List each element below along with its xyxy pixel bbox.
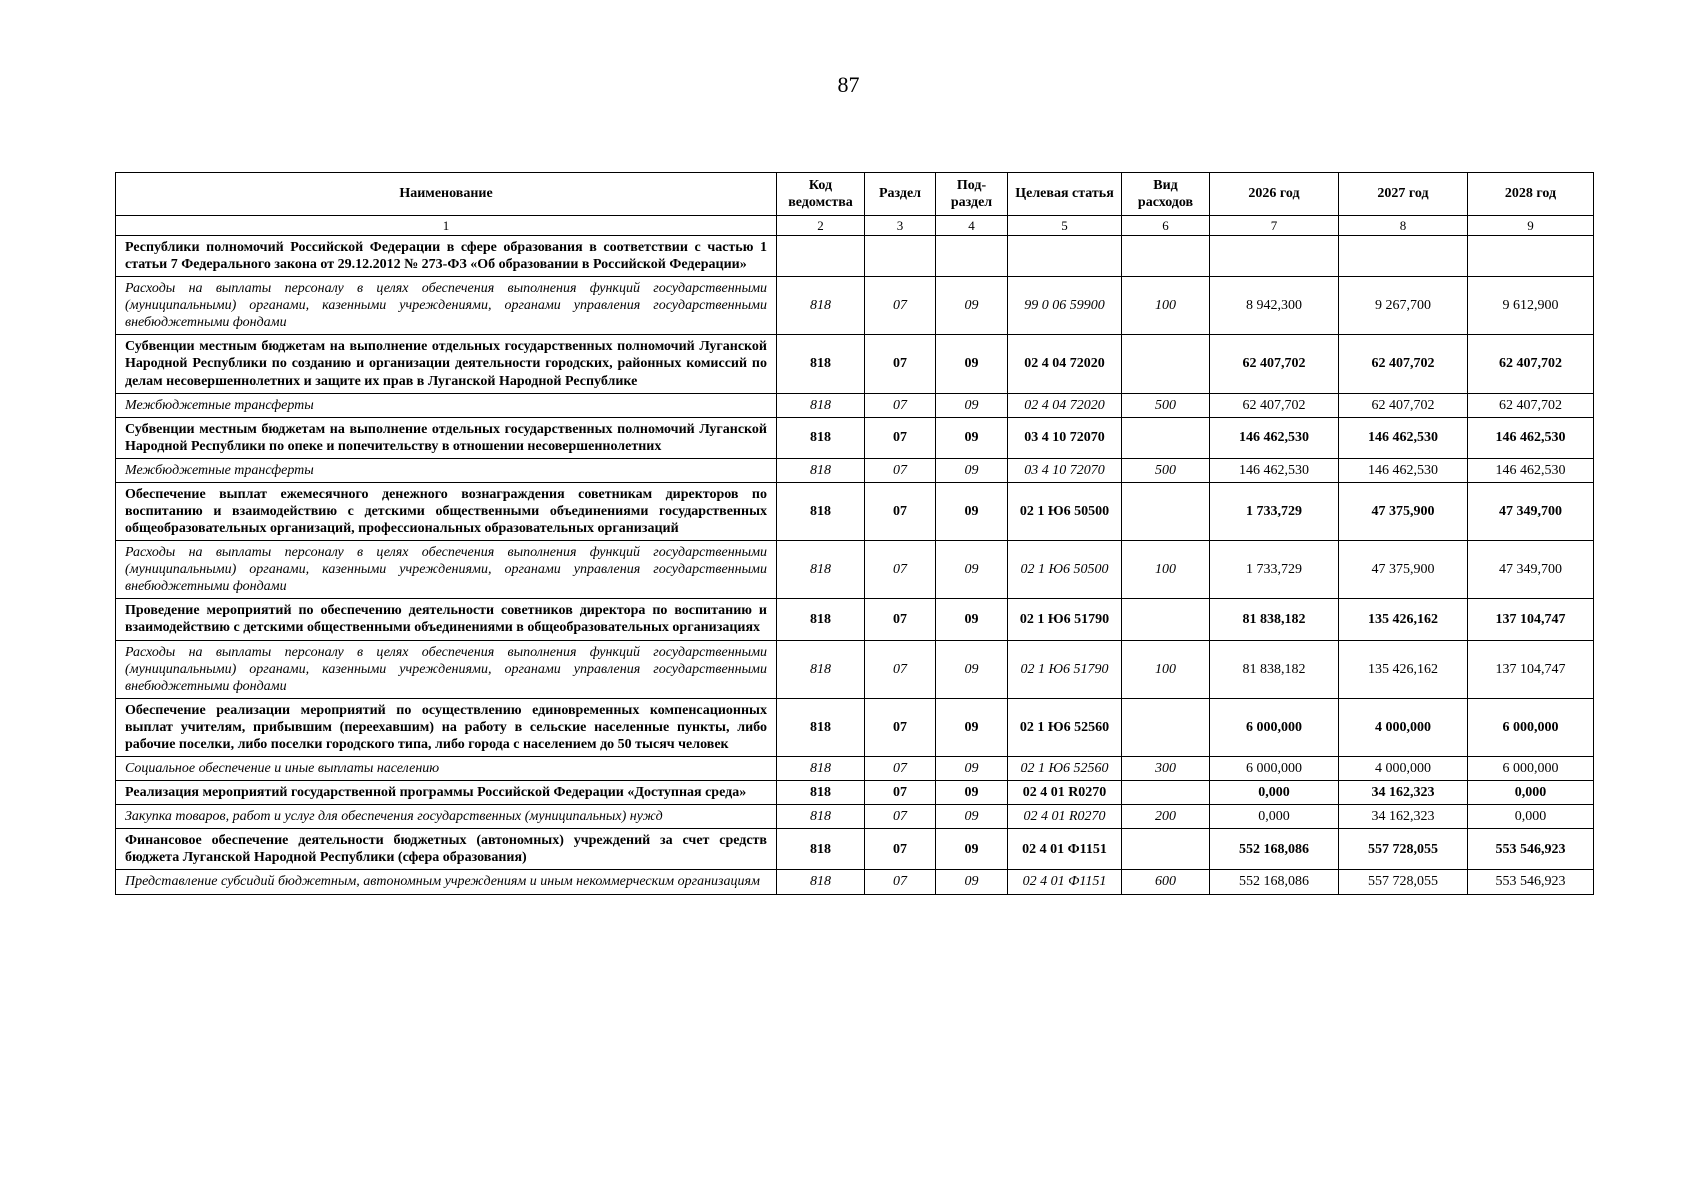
row-target-cell: 02 1 Ю6 50500 [1008,541,1122,599]
row-section-cell: 07 [865,829,936,870]
column-number: 9 [1468,216,1594,236]
row-name-cell: Межбюджетные трансферты [116,458,777,482]
row-type-cell [1122,599,1210,640]
row-code-cell: 818 [777,417,865,458]
header-section: Раздел [865,173,936,216]
table-row [116,757,1594,781]
header-code: Код ведомства [777,173,865,216]
row-name-cell: Закупка товаров, работ и услуг для обеспечения государственных (муниципальных) нужд [116,805,777,829]
row-2027-cell: 135 426,162 [1339,640,1468,698]
row-subsection-cell: 09 [936,335,1008,393]
column-number: 6 [1122,216,1210,236]
row-type-cell [1122,335,1210,393]
column-number: 2 [777,216,865,236]
row-type-cell: 300 [1122,757,1210,781]
table-row [116,829,1594,870]
row-2027-cell: 146 462,530 [1339,458,1468,482]
header-2027: 2027 год [1339,173,1468,216]
row-code-cell: 818 [777,757,865,781]
row-2026-cell: 1 733,729 [1210,482,1339,540]
row-type-cell: 100 [1122,541,1210,599]
row-section-cell: 07 [865,870,936,894]
row-2028-cell: 9 612,900 [1468,277,1594,335]
row-target-cell: 02 1 Ю6 52560 [1008,698,1122,756]
row-target-cell: 02 4 01 R0270 [1008,781,1122,805]
row-type-cell: 200 [1122,805,1210,829]
header-target: Целевая статья [1008,173,1122,216]
column-number: 5 [1008,216,1122,236]
row-2026-cell: 146 462,530 [1210,458,1339,482]
table-row [116,805,1594,829]
row-2028-cell: 146 462,530 [1468,417,1594,458]
budget-table [115,172,1594,895]
row-code-cell: 818 [777,335,865,393]
row-name-cell: Субвенции местным бюджетам на выполнение отдельных государственных полномочий Луганской Народной Республики по опеке и попечительству в отношении несовершеннолетних [116,417,777,458]
table-row [116,277,1594,335]
row-subsection-cell: 09 [936,277,1008,335]
row-name-cell: Расходы на выплаты персоналу в целях обеспечения выполнения функций государственными (муниципальными) органами, казенными учреждениями, органами управления государственными внебюджетными фондами [116,640,777,698]
row-section-cell: 07 [865,335,936,393]
row-target-cell [1008,236,1122,277]
row-subsection-cell: 09 [936,829,1008,870]
row-subsection-cell: 09 [936,870,1008,894]
row-code-cell: 818 [777,482,865,540]
row-2027-cell: 62 407,702 [1339,393,1468,417]
row-type-cell: 500 [1122,393,1210,417]
row-name-cell: Реализация мероприятий государственной программы Российской Федерации «Доступная среда» [116,781,777,805]
row-subsection-cell: 09 [936,599,1008,640]
table-row [116,541,1594,599]
row-name-cell: Социальное обеспечение и иные выплаты населению [116,757,777,781]
row-2028-cell: 0,000 [1468,805,1594,829]
row-2027-cell [1339,236,1468,277]
row-2027-cell: 557 728,055 [1339,829,1468,870]
row-target-cell: 99 0 06 59900 [1008,277,1122,335]
row-2028-cell: 137 104,747 [1468,599,1594,640]
row-target-cell: 03 4 10 72070 [1008,458,1122,482]
table-row [116,640,1594,698]
row-code-cell: 818 [777,599,865,640]
row-section-cell: 07 [865,277,936,335]
row-2028-cell: 62 407,702 [1468,335,1594,393]
row-subsection-cell [936,236,1008,277]
row-section-cell: 07 [865,458,936,482]
row-type-cell: 100 [1122,277,1210,335]
row-2027-cell: 557 728,055 [1339,870,1468,894]
row-2026-cell: 81 838,182 [1210,640,1339,698]
table-row [116,417,1594,458]
row-section-cell: 07 [865,640,936,698]
header-name: Наименование [116,173,777,216]
row-2028-cell: 47 349,700 [1468,541,1594,599]
row-section-cell: 07 [865,781,936,805]
row-name-cell: Субвенции местным бюджетам на выполнение отдельных государственных полномочий Луганской Народной Республики по созданию и организации деятельности городских, районных комиссий по делам несовершеннолетних и защите их прав в Луганской Народной Республике [116,335,777,393]
row-code-cell: 818 [777,277,865,335]
row-code-cell: 818 [777,781,865,805]
row-2026-cell [1210,236,1339,277]
row-target-cell: 02 4 01 Ф1151 [1008,870,1122,894]
column-number: 8 [1339,216,1468,236]
row-section-cell: 07 [865,482,936,540]
row-2027-cell: 47 375,900 [1339,482,1468,540]
row-target-cell: 02 1 Ю6 51790 [1008,599,1122,640]
row-2028-cell: 553 546,923 [1468,829,1594,870]
row-2026-cell: 8 942,300 [1210,277,1339,335]
row-target-cell: 02 4 01 Ф1151 [1008,829,1122,870]
row-type-cell: 600 [1122,870,1210,894]
row-2026-cell: 0,000 [1210,781,1339,805]
row-2027-cell: 62 407,702 [1339,335,1468,393]
row-2026-cell: 81 838,182 [1210,599,1339,640]
header-subsection: Под-раздел [936,173,1008,216]
row-type-cell [1122,482,1210,540]
column-number: 3 [865,216,936,236]
row-subsection-cell: 09 [936,698,1008,756]
row-type-cell: 500 [1122,458,1210,482]
row-type-cell: 100 [1122,640,1210,698]
row-name-cell: Межбюджетные трансферты [116,393,777,417]
row-type-cell [1122,829,1210,870]
row-subsection-cell: 09 [936,805,1008,829]
row-code-cell: 818 [777,640,865,698]
row-name-cell: Проведение мероприятий по обеспечению деятельности советников директора по воспитанию и взаимодействию с детскими общественными объединениями в общеобразовательных организациях [116,599,777,640]
table-row [116,458,1594,482]
table-row [116,236,1594,277]
row-section-cell: 07 [865,417,936,458]
column-number: 1 [116,216,777,236]
row-2027-cell: 47 375,900 [1339,541,1468,599]
row-code-cell: 818 [777,698,865,756]
header-type: Вид расходов [1122,173,1210,216]
row-2026-cell: 552 168,086 [1210,829,1339,870]
row-2028-cell: 146 462,530 [1468,458,1594,482]
row-target-cell: 02 1 Ю6 50500 [1008,482,1122,540]
row-target-cell: 02 1 Ю6 51790 [1008,640,1122,698]
row-target-cell: 02 1 Ю6 52560 [1008,757,1122,781]
table-row [116,870,1594,894]
row-code-cell: 818 [777,393,865,417]
row-target-cell: 02 4 01 R0270 [1008,805,1122,829]
row-2026-cell: 146 462,530 [1210,417,1339,458]
row-2028-cell: 0,000 [1468,781,1594,805]
row-code-cell: 818 [777,541,865,599]
row-code-cell: 818 [777,870,865,894]
column-number: 7 [1210,216,1339,236]
row-2026-cell: 0,000 [1210,805,1339,829]
row-target-cell: 03 4 10 72070 [1008,417,1122,458]
row-name-cell: Расходы на выплаты персоналу в целях обеспечения выполнения функций государственными (муниципальными) органами, казенными учреждениями, органами управления государственными внебюджетными фондами [116,277,777,335]
header-row [116,173,1594,216]
row-2028-cell: 553 546,923 [1468,870,1594,894]
row-subsection-cell: 09 [936,541,1008,599]
row-2027-cell: 34 162,323 [1339,781,1468,805]
row-code-cell: 818 [777,458,865,482]
row-2028-cell: 47 349,700 [1468,482,1594,540]
header-2026: 2026 год [1210,173,1339,216]
row-target-cell: 02 4 04 72020 [1008,335,1122,393]
row-2027-cell: 135 426,162 [1339,599,1468,640]
row-2026-cell: 6 000,000 [1210,757,1339,781]
table-row [116,335,1594,393]
row-type-cell [1122,698,1210,756]
row-2028-cell: 137 104,747 [1468,640,1594,698]
row-2026-cell: 62 407,702 [1210,335,1339,393]
row-type-cell [1122,236,1210,277]
header-2028: 2028 год [1468,173,1594,216]
row-2026-cell: 6 000,000 [1210,698,1339,756]
row-subsection-cell: 09 [936,781,1008,805]
row-subsection-cell: 09 [936,458,1008,482]
row-name-cell: Республики полномочий Российской Федерации в сфере образования в соответствии с частью 1 статьи 7 Федерального закона от 29.12.2012 № 273-ФЗ «Об образовании в Российской Федерации» [116,236,777,277]
row-name-cell: Представление субсидий бюджетным, автономным учреждениям и иным некоммерческим организациям [116,870,777,894]
row-section-cell: 07 [865,393,936,417]
row-subsection-cell: 09 [936,393,1008,417]
row-2026-cell: 1 733,729 [1210,541,1339,599]
row-2027-cell: 34 162,323 [1339,805,1468,829]
row-section-cell [865,236,936,277]
row-2028-cell: 6 000,000 [1468,698,1594,756]
row-2027-cell: 9 267,700 [1339,277,1468,335]
row-2026-cell: 552 168,086 [1210,870,1339,894]
row-section-cell: 07 [865,599,936,640]
row-section-cell: 07 [865,698,936,756]
table-row [116,599,1594,640]
row-2028-cell: 62 407,702 [1468,393,1594,417]
row-subsection-cell: 09 [936,482,1008,540]
row-name-cell: Расходы на выплаты персоналу в целях обеспечения выполнения функций государственными (муниципальными) органами, казенными учреждениями, органами управления государственными внебюджетными фондами [116,541,777,599]
row-2026-cell: 62 407,702 [1210,393,1339,417]
table-row [116,781,1594,805]
row-2027-cell: 4 000,000 [1339,698,1468,756]
row-subsection-cell: 09 [936,640,1008,698]
row-section-cell: 07 [865,757,936,781]
page-number: 87 [837,72,860,97]
row-2027-cell: 4 000,000 [1339,757,1468,781]
row-2027-cell: 146 462,530 [1339,417,1468,458]
row-code-cell [777,236,865,277]
row-2028-cell: 6 000,000 [1468,757,1594,781]
column-number: 4 [936,216,1008,236]
column-number-row [116,216,1594,236]
row-subsection-cell: 09 [936,757,1008,781]
row-type-cell [1122,417,1210,458]
row-target-cell: 02 4 04 72020 [1008,393,1122,417]
row-2028-cell [1468,236,1594,277]
row-section-cell: 07 [865,541,936,599]
row-code-cell: 818 [777,829,865,870]
table-row [116,393,1594,417]
table-row [116,482,1594,540]
row-name-cell: Обеспечение реализации мероприятий по осуществлению единовременных компенсационных выплат учителям, прибывшим (переехавшим) на работу в сельские населенные пункты, либо рабочие поселки, либо поселки городского типа, либо города с населением до 50 тысяч человек [116,698,777,756]
row-name-cell: Обеспечение выплат ежемесячного денежного вознаграждения советникам директоров по воспитанию и взаимодействию с детскими общественными объединениями государственных общеобразовательных организаций, профессиональных образовательных организаций [116,482,777,540]
row-section-cell: 07 [865,805,936,829]
row-type-cell [1122,781,1210,805]
table-row [116,698,1594,756]
row-code-cell: 818 [777,805,865,829]
row-name-cell: Финансовое обеспечение деятельности бюджетных (автономных) учреждений за счет средств бюджета Луганской Народной Республики (сфера образования) [116,829,777,870]
row-subsection-cell: 09 [936,417,1008,458]
